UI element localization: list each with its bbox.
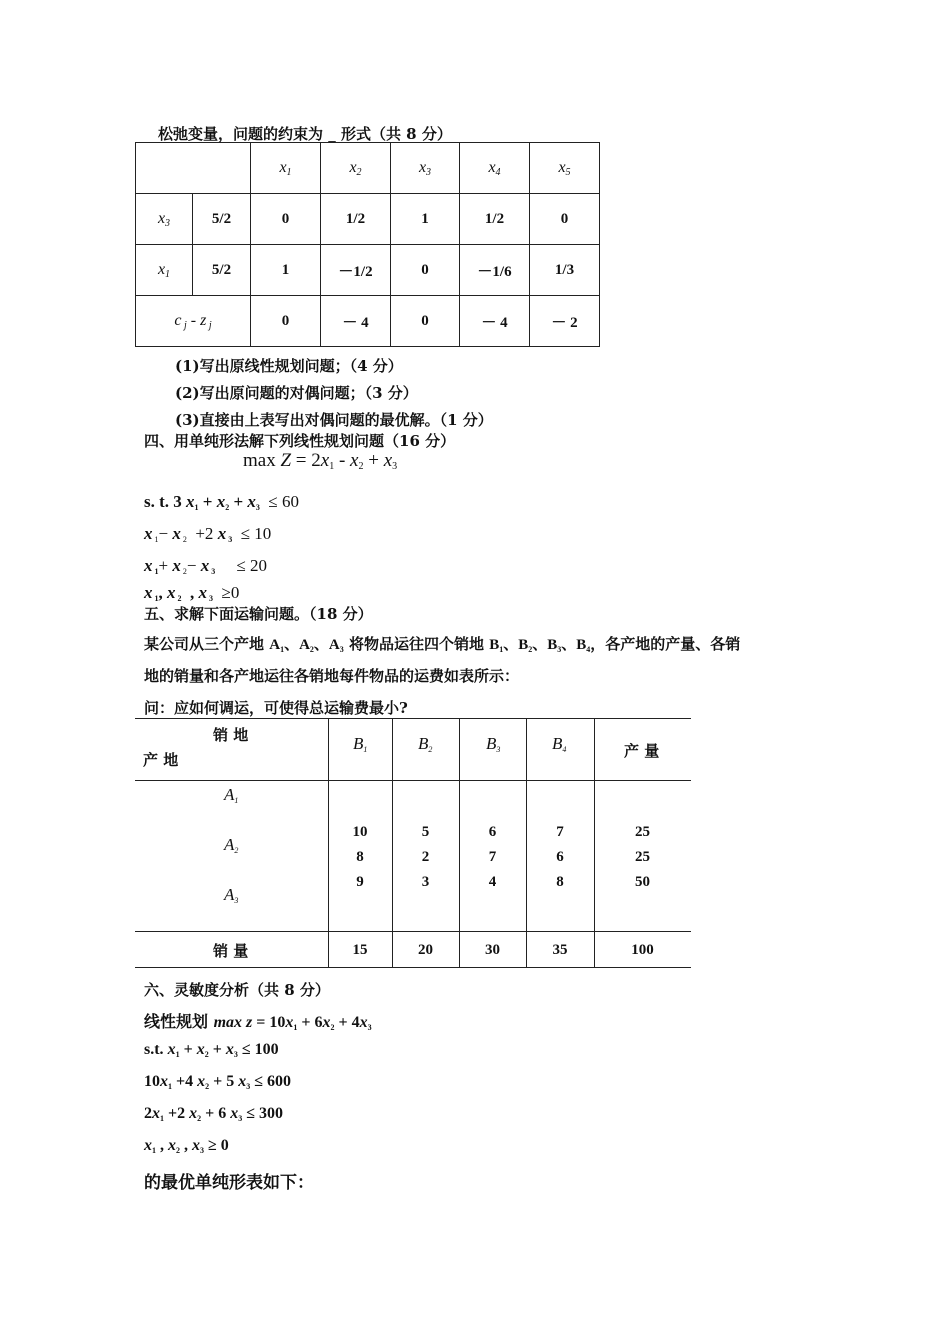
transport-table xyxy=(135,718,691,968)
sensitivity-objective: 线性规划 max z = 10x1 + 6x2 + 4x3 xyxy=(144,1012,372,1032)
cost-cell: 2 xyxy=(421,849,430,865)
header-x2: $x_2$ xyxy=(321,143,391,194)
section-5-title: 五、求解下面运输问题。（18 分） xyxy=(144,605,373,623)
cost-cell: 6 xyxy=(488,824,497,840)
demand-cell: 30 xyxy=(485,942,500,958)
question-3: (3)直接由上表写出对偶问题的最优解。（1 分） xyxy=(175,411,493,429)
question-1: (1)写出原线性规划问题；（4 分） xyxy=(175,357,403,375)
cost-cell: 8 xyxy=(356,849,364,865)
table-cell: 1/3 xyxy=(530,245,600,296)
question-2: (2)写出原问题的对偶问题；（3 分） xyxy=(175,384,418,402)
rhs-cell: 5/2 xyxy=(193,194,251,245)
table-cell: －1/2 xyxy=(321,245,391,296)
row-a2: A2 xyxy=(224,835,239,855)
demand-row xyxy=(328,938,691,963)
constraint-2: x 1− x 2 +2 x 3 ≤ 10 xyxy=(144,524,272,544)
table-cell: 0 xyxy=(251,296,321,347)
constraint-4: x 1, x 2 , x 3 ≥0 xyxy=(144,583,240,603)
cj-zj-label: c $_j$ - z $_j$ xyxy=(136,296,251,347)
cost-cell: 8 xyxy=(556,874,564,890)
constraint-3: x 1+ x 2− x 3 ≤ 20 xyxy=(144,556,268,576)
basis-x3: $x_3$ xyxy=(136,194,193,245)
header-x5: $x_5$ xyxy=(530,143,600,194)
demand-label: 销 量 xyxy=(213,942,249,960)
col-b3: B3 xyxy=(486,734,501,754)
corner-cell xyxy=(136,143,251,194)
table-cell: －1/6 xyxy=(460,245,530,296)
sensitivity-c4: x1 , x2 , x3 ≥ 0 xyxy=(144,1137,229,1155)
cost-cell: 4 xyxy=(488,874,497,890)
table-cell: 1/2 xyxy=(460,194,530,245)
sensitivity-footer: 的最优单纯形表如下： xyxy=(144,1173,314,1193)
constraint-1: s. t. 3 x1 + x2 + x3 ≤ 60 xyxy=(144,492,299,512)
supply-cell: 25 xyxy=(635,849,650,865)
table-cell: 1 xyxy=(391,194,460,245)
sensitivity-c2: 10x1 +4 x2 + 5 x3 ≤ 600 xyxy=(144,1073,292,1091)
corner-bottom-label: 产 地 xyxy=(143,751,179,769)
table-cell: 0 xyxy=(251,194,321,245)
cost-cell: 7 xyxy=(556,824,564,840)
section-5-desc-2: 地的销量和各产地运往各销地每件物品的运费如表所示： xyxy=(144,667,520,685)
simplex-table xyxy=(135,142,600,347)
col-b4: B4 xyxy=(552,734,567,754)
table-cell: － 2 xyxy=(530,296,600,347)
cost-cell: 7 xyxy=(488,849,497,865)
cost-cell: 6 xyxy=(556,849,564,865)
cost-cell: 5 xyxy=(421,824,430,840)
sensitivity-c3: 2x1 +2 x2 + 6 x3 ≤ 300 xyxy=(144,1105,284,1123)
col-b2: B2 xyxy=(418,734,433,754)
total-cell: 100 xyxy=(631,942,654,958)
section-5-desc-1: 某公司从三个产地 $A_1$、$A_2$、$A_3$ 将物品运往四个销地 $B_1$、$B_2$、$B_3$、$B_4$，各产地的产量、各销 xyxy=(144,635,741,654)
col-b1: B1 xyxy=(353,734,368,754)
table-cell: － 4 xyxy=(321,296,391,347)
cost-cell: 10 xyxy=(352,824,368,840)
table-cell: 0 xyxy=(391,296,460,347)
intro-text: 松弛变量，问题的约束为 _ 形式（共 8 分） xyxy=(158,125,452,143)
cost-cell: 3 xyxy=(421,874,430,890)
sensitivity-c1: s.t. x1 + x2 + x3 ≤ 100 xyxy=(144,1041,279,1059)
rhs-cell: 5/2 xyxy=(193,245,251,296)
basis-x1: $x_1$ xyxy=(136,245,193,296)
supply-cell: 25 xyxy=(635,824,650,840)
table-cell: 0 xyxy=(530,194,600,245)
corner-top-label: 销 地 xyxy=(213,726,249,744)
objective-function: $\max Z = 2x_1 - x_2 + x_3$ xyxy=(243,450,398,472)
cost-grid xyxy=(328,820,691,895)
section-4-title: 四、用单纯形法解下列线性规划问题（16 分） xyxy=(144,432,456,450)
cost-cell: 9 xyxy=(356,874,364,890)
table-cell: 1 xyxy=(251,245,321,296)
demand-cell: 20 xyxy=(418,942,433,958)
demand-cell: 35 xyxy=(552,942,568,958)
header-x3: $x_3$ xyxy=(391,143,460,194)
header-x1: $x_1$ xyxy=(251,143,321,194)
section-6-title: 六、灵敏度分析（共 8 分） xyxy=(144,981,330,999)
table-cell: 0 xyxy=(391,245,460,296)
row-a1: A1 xyxy=(224,785,239,805)
header-x4: $x_4$ xyxy=(460,143,530,194)
row-a3: A3 xyxy=(224,885,239,905)
table-cell: 1/2 xyxy=(321,194,391,245)
demand-cell: 15 xyxy=(352,942,368,958)
table-cell: － 4 xyxy=(460,296,530,347)
section-5-question: 问：应如何调运，可使得总运输费最小? xyxy=(144,699,408,717)
supply-cell: 50 xyxy=(635,874,650,890)
supply-header: 产 量 xyxy=(624,742,660,760)
